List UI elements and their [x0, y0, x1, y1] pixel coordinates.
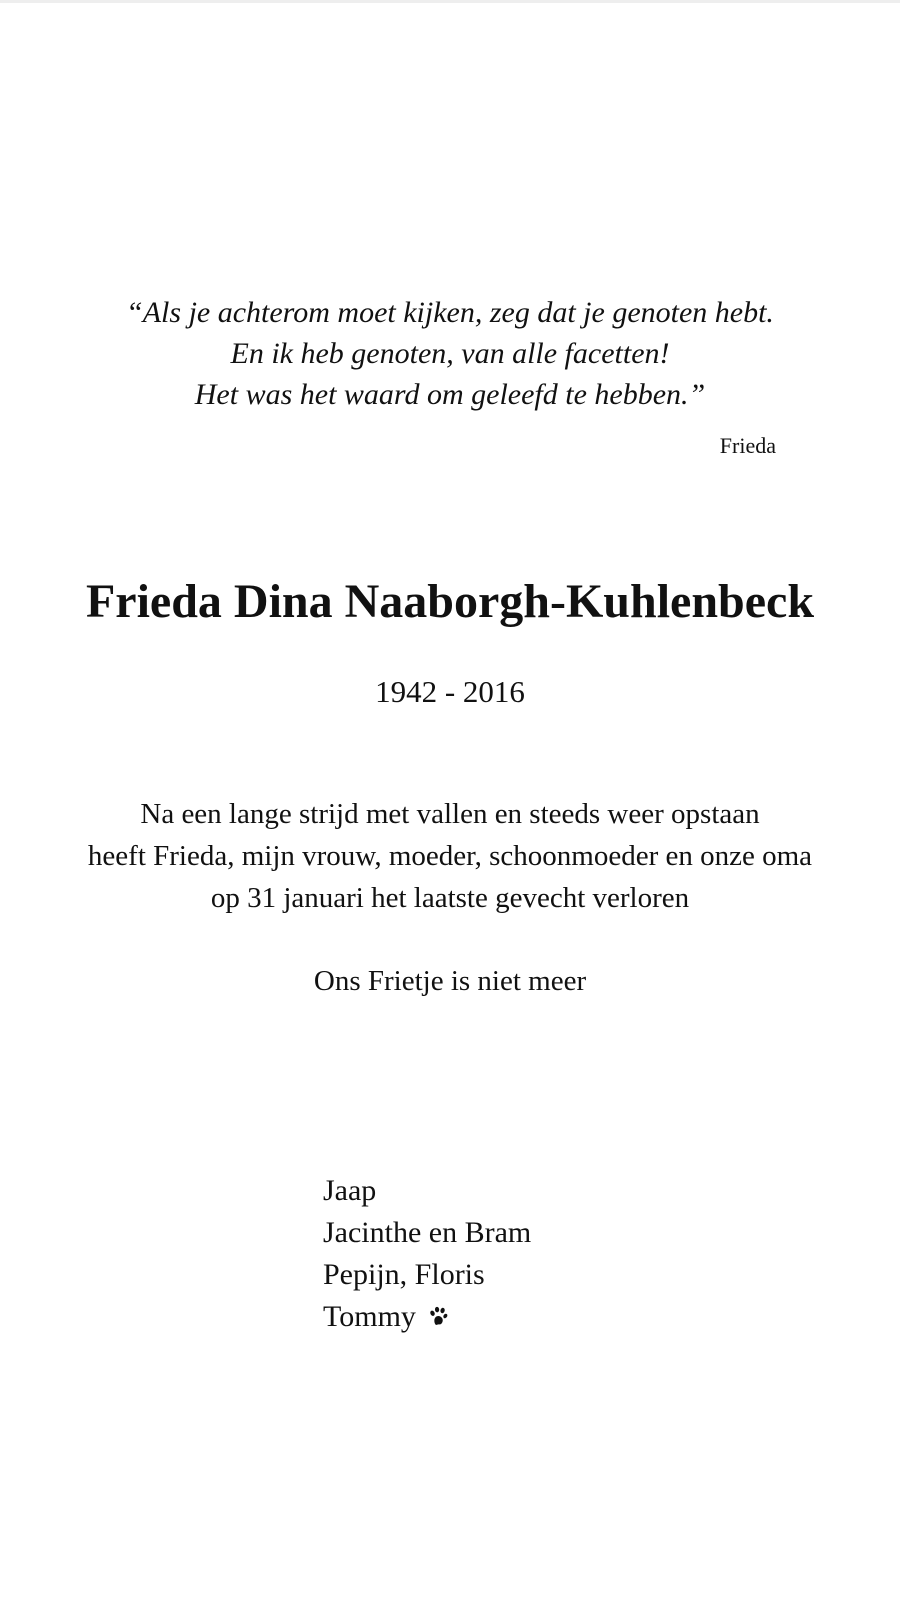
message-line: Na een lange strijd met vallen en steeds weer opstaan — [140, 798, 760, 830]
family-member: Jaap — [323, 1174, 377, 1207]
family-member: Tommy — [323, 1300, 416, 1333]
quote-attribution: Frieda — [719, 433, 776, 458]
message-line: heeft Frieda, mijn vrouw, moeder, schoonmoeder en onze oma — [87, 840, 813, 872]
quote-line: “Als je achterom moet kijken, zeg dat je genoten hebt. — [126, 296, 774, 329]
page-top-edge — [0, 0, 900, 3]
quote-line: En ik heb genoten, van alle facetten! — [230, 337, 670, 370]
message-line: op 31 januari het laatste gevecht verloren — [210, 882, 690, 914]
family-signatures — [323, 1170, 531, 1338]
deceased-name: Frieda Dina Naaborgh-Kuhlenbeck — [85, 575, 815, 628]
family-member-with-pet — [323, 1296, 531, 1338]
memorial-quote — [0, 292, 900, 415]
life-years: 1942 - 2016 — [375, 674, 525, 709]
announcement-tagline: Ons Frietje is niet meer — [313, 965, 587, 997]
paw-print-icon — [427, 1305, 449, 1327]
family-member: Jacinthe en Bram — [323, 1216, 532, 1249]
announcement-message — [0, 793, 900, 919]
family-member: Pepijn, Floris — [323, 1258, 485, 1291]
quote-line: Het was het waard om geleefd te hebben.” — [194, 378, 706, 411]
